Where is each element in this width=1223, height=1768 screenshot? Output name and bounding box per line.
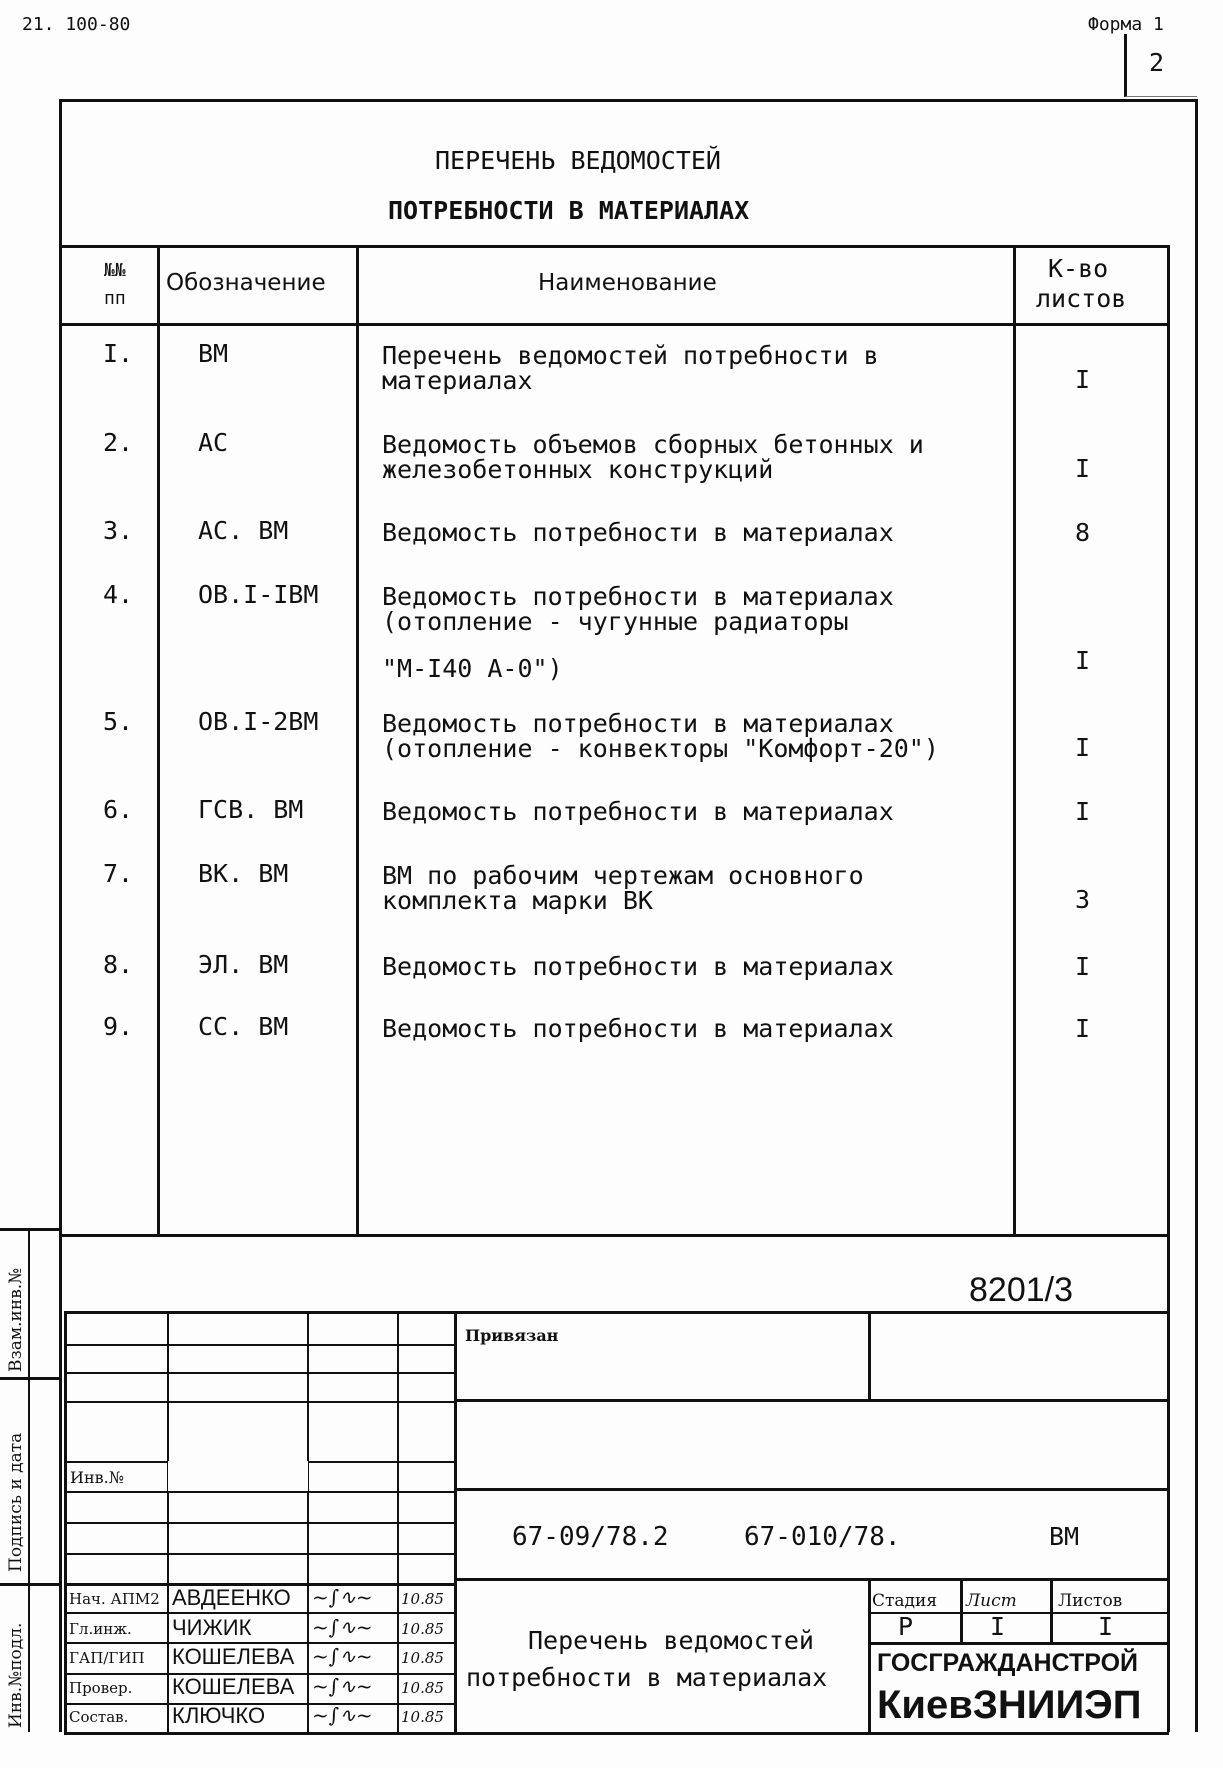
signature-icon: ~∫∿~ — [312, 1673, 373, 1698]
sheet-value: I — [990, 1612, 1006, 1641]
side-label-vzam: Взам.инв.№ — [6, 1267, 26, 1372]
sheets-label: Листов — [1058, 1591, 1123, 1611]
doc-title-2: потребности в материалах — [466, 1663, 828, 1692]
archive-stamp: 8201/3 — [969, 1271, 1073, 1309]
doc-title-1: Перечень ведомостей — [528, 1626, 814, 1655]
row-code: ОВ.I-IВМ — [198, 580, 319, 609]
col-code-header: Обозначение — [166, 270, 326, 296]
signature-icon: ~∫∿~ — [312, 1614, 373, 1639]
signature-icon: ~∫∿~ — [312, 1585, 373, 1609]
sheet-number-box — [1124, 34, 1197, 97]
row-code: ОВ.I-2ВМ — [198, 707, 319, 736]
signer-name: КЛЮЧКО — [172, 1703, 266, 1728]
signer-role: Гл.инж. — [69, 1619, 132, 1638]
col-name-header: Наименование — [538, 270, 717, 296]
signer-role: Провер. — [69, 1678, 133, 1697]
title-line1: ПЕРЕЧЕНЬ ВЕДОМОСТЕЙ — [435, 146, 721, 175]
signer-name: АВДЕЕНКО — [172, 1585, 291, 1610]
row-name-line: материалах — [382, 366, 533, 395]
project-code-2: 67-010/78. — [744, 1522, 901, 1552]
sheet-label: Лист — [966, 1591, 1017, 1611]
signer-date: 10.85 — [401, 1678, 444, 1697]
row-name-line: Ведомость объемов сборных бетонных и — [382, 430, 924, 459]
row-sheet-count: I — [1075, 365, 1091, 394]
row-code: ЭЛ. ВМ — [198, 950, 289, 979]
signer-role: ГАП/ГИП — [69, 1649, 145, 1667]
signer-name: ЧИЖИК — [172, 1614, 252, 1640]
signer-role: Состав. — [69, 1708, 129, 1726]
col-qty-header-2: листов — [1036, 284, 1127, 313]
row-number: 9. — [103, 1012, 134, 1041]
signer-date: 10.85 — [401, 1619, 444, 1638]
row-number: 3. — [103, 516, 134, 545]
doc-mark: ВМ — [1049, 1522, 1080, 1551]
row-sheet-count: 3 — [1075, 885, 1091, 914]
signature-icon: ~∫∿~ — [312, 1644, 373, 1668]
row-number: 6. — [103, 795, 134, 824]
signer-name: КОШЕЛЕВА — [172, 1644, 295, 1669]
org-name-2: КиевЗНИИЭП — [877, 1683, 1142, 1727]
title-line2: ПОТРЕБНОСТИ В МАТЕРИАЛАХ — [388, 196, 750, 225]
row-name-line: Ведомость потребности в материалах — [382, 709, 894, 738]
row-sheet-count: I — [1075, 797, 1091, 826]
col-num-header-2: пп — [104, 288, 126, 309]
row-sheet-count: I — [1075, 1014, 1091, 1043]
row-name-line: комплекта марки ВК — [382, 886, 653, 915]
inv-no-label: Инв.№ — [70, 1468, 124, 1487]
stage-label: Стадия — [872, 1591, 938, 1611]
signer-date: 10.85 — [401, 1590, 444, 1608]
project-code-1: 67-09/78.2 — [512, 1522, 669, 1552]
sheet-number: 2 — [1149, 48, 1165, 77]
row-name-line: Ведомость потребности в материалах — [382, 518, 894, 547]
row-code: ВМ — [198, 339, 229, 368]
row-name-line: Перечень ведомостей потребности в — [382, 341, 879, 370]
privyazan-label: Привязан — [465, 1326, 559, 1345]
row-name-line: Ведомость потребности в материалах — [382, 1014, 894, 1043]
row-sheet-count: I — [1075, 646, 1091, 675]
row-name-line: железобетонных конструкций — [382, 455, 774, 484]
row-code: АС — [198, 428, 229, 457]
side-label-inv-podl: Инв.№подл. — [6, 1622, 26, 1728]
form-label: Форма 1 — [1088, 14, 1164, 35]
row-code: СС. ВМ — [198, 1012, 289, 1041]
row-name-line: (отопление - чугунные радиаторы — [382, 607, 849, 636]
side-label-podpis: Подпись и дата — [6, 1432, 26, 1572]
col-qty-header-1: К-во — [1048, 254, 1109, 283]
col-num-header-1: №№ — [104, 260, 126, 281]
signer-date: 10.85 — [401, 1708, 444, 1726]
row-sheet-count: 8 — [1075, 518, 1091, 547]
row-name-line: Ведомость потребности в материалах — [382, 797, 894, 826]
row-name-line: Ведомость потребности в материалах — [382, 582, 894, 611]
row-sheet-count: I — [1075, 454, 1091, 483]
signature-icon: ~∫∿~ — [312, 1703, 373, 1727]
row-number: 7. — [103, 859, 134, 888]
row-number: 8. — [103, 950, 134, 979]
row-name-line: Ведомость потребности в материалах — [382, 952, 894, 981]
stage-value: Р — [898, 1612, 914, 1641]
row-number: I. — [103, 339, 134, 368]
row-code: АС. ВМ — [198, 516, 289, 545]
row-sheet-count: I — [1075, 952, 1091, 981]
row-sheet-count: I — [1075, 733, 1091, 762]
row-name-line: ВМ по рабочим чертежам основного — [382, 861, 864, 890]
row-number: 5. — [103, 707, 134, 736]
signer-date: 10.85 — [401, 1649, 444, 1667]
org-name-1: ГОСГРАЖДАНСТРОЙ — [877, 1649, 1139, 1677]
row-number: 2. — [103, 428, 134, 457]
row-code: ВК. ВМ — [198, 859, 289, 888]
signer-role: Нач. АПМ2 — [69, 1590, 160, 1608]
row-name-line: "М-I40 А-0") — [382, 654, 563, 683]
row-name-line: (отопление - конвекторы "Комфорт-20") — [382, 734, 939, 763]
row-number: 4. — [103, 580, 134, 609]
signer-name: КОШЕЛЕВА — [172, 1673, 295, 1699]
row-code: ГСВ. ВМ — [198, 795, 304, 824]
sheets-value: I — [1098, 1612, 1114, 1641]
document-code: 21. 100-80 — [22, 14, 131, 35]
